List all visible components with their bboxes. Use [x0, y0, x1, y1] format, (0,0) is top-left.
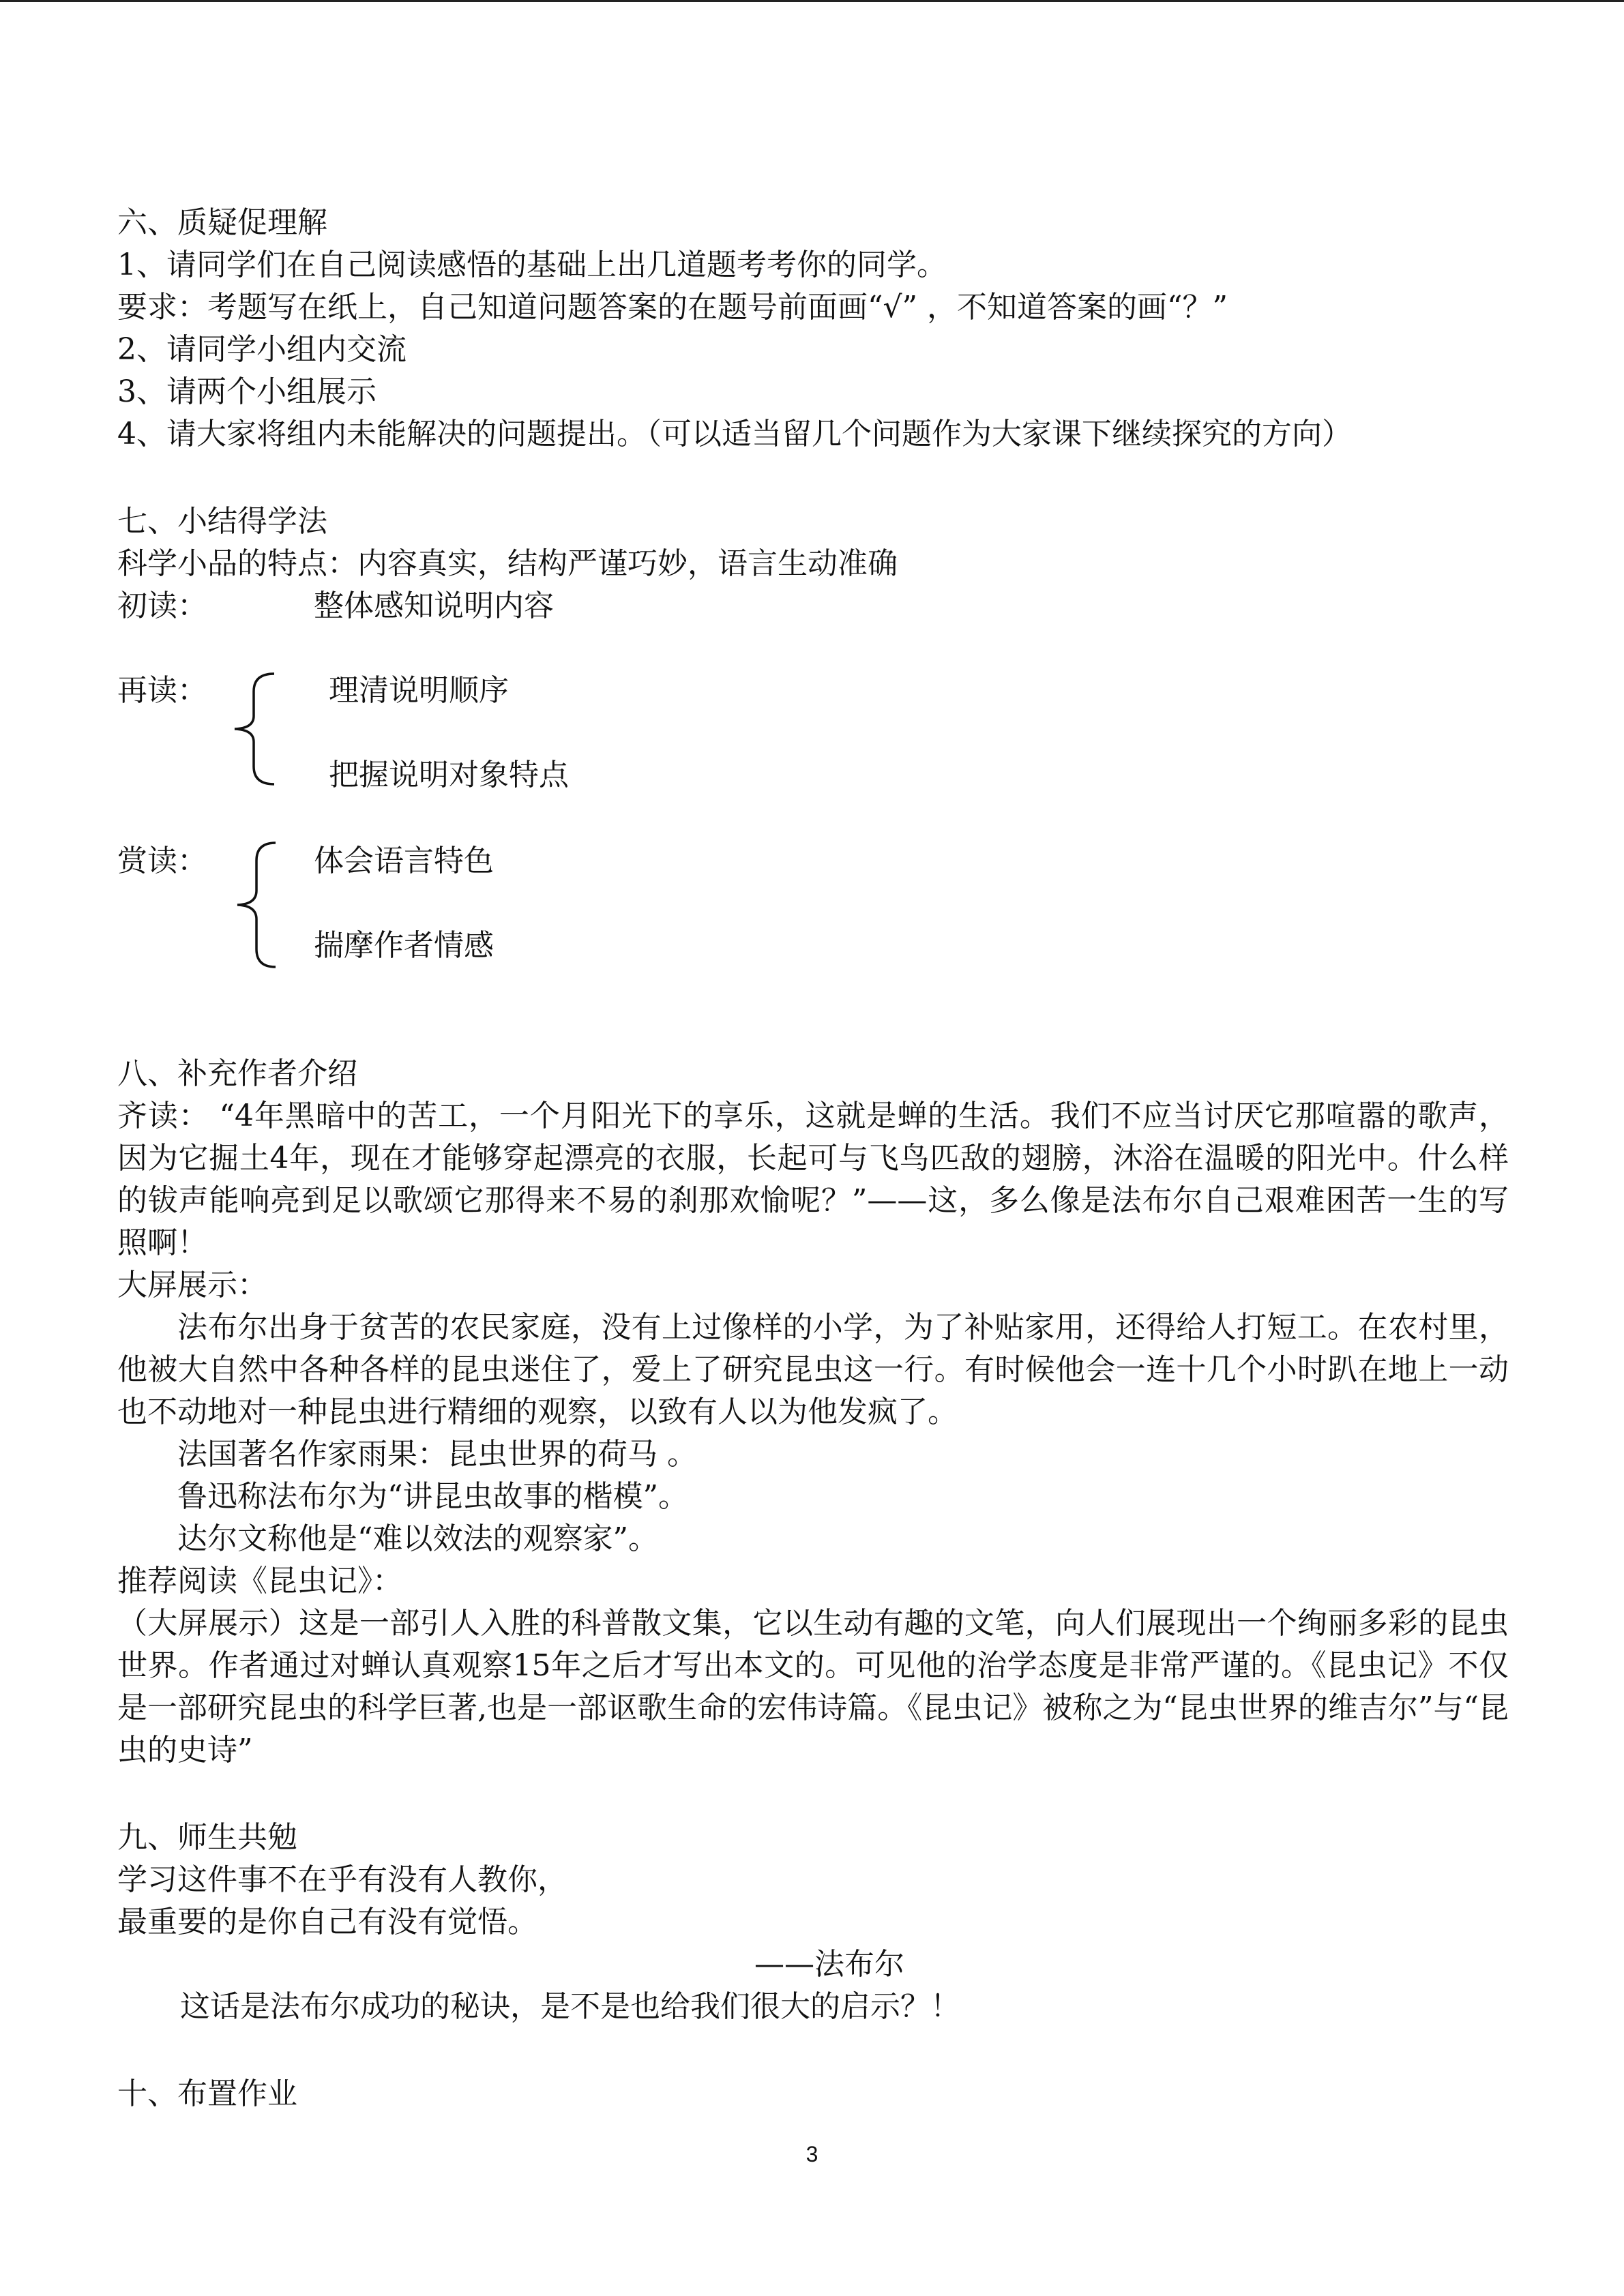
first-read-value: 整体感知说明内容	[314, 588, 554, 623]
section7-summary: 科学小品的特点：内容真实，结构严谨巧妙，语言生动准确	[117, 546, 898, 581]
reread-brace	[229, 671, 259, 787]
appreciate-item-1: 体会语言特色	[314, 844, 494, 878]
screen-paragraph: 法布尔出身于贫苦的农民家庭，没有上过像样的小学，为了补贴家用，还得给人打短工。在农村里，他被大自然中各种各样的昆虫迷住了，爱上了研究昆虫这一行。有时候他会一连十几个小时趴在地上一动也不动地对一种昆虫进行精细的观察，以致有人以为他发疯了。	[117, 1310, 1509, 1429]
reread-label: 再读：	[117, 673, 207, 708]
section8-qidu	[117, 1095, 1509, 1264]
appreciate-label: 赏读：	[117, 844, 207, 878]
motto-line-1: 学习这件事不在乎有没有人教你，	[117, 1862, 567, 1897]
section6-heading: 六、质疑促理解	[117, 205, 327, 240]
motto-attribution: ——法布尔	[754, 1947, 904, 1982]
appreciate-item-2: 揣摩作者情感	[314, 928, 494, 963]
motto-line-2: 最重要的是你自己有没有觉悟。	[117, 1905, 537, 1939]
section8-recommend	[117, 1602, 1509, 1772]
section6-line-2: 要求：考题写在纸上，自己知道问题答案的在题号前面画“√” ，不知道答案的画“？”	[117, 290, 1228, 325]
section8-heading: 八、补充作者介绍	[117, 1056, 357, 1091]
section6-line-1: 1、请同学们在自己阅读感悟的基础上出几道题考考你的同学。	[117, 248, 947, 282]
section6-line-4: 3、请两个小组展示	[117, 374, 377, 409]
recommend-paragraph: （大屏展示）这是一部引人入胜的科普散文集，它以生动有趣的文笔，向人们展现出一个绚丽多彩的昆虫世界。作者通过对蝉认真观察15年之后才写出本文的。可见他的治学态度是非常严谨的。《昆虫记》不仅是一部研究昆虫的科学巨著,也是一部讴歌生命的宏伟诗篇。《昆虫记》被称之为“昆虫世界的维吉尔”与“昆虫的史诗”	[117, 1606, 1509, 1768]
screen-label: 大屏展示：	[117, 1268, 267, 1302]
section6-line-5: 4、请大家将组内未能解决的问题提出。（可以适当留几个问题作为大家课下继续探究的方向）	[117, 417, 1352, 451]
qidu-paragraph: 齐读： “4年黑暗中的苦工，一个月阳光下的享乐，这就是蝉的生活。我们不应当讨厌它那喧嚣的歌声，因为它掘土4年，现在才能够穿起漂亮的衣服，长起可与飞鸟匹敌的翅膀，沐浴在温暖的阳光中。什么样的钹声能响亮到足以歌颂它那得来不易的刹那欢愉呢？”——这，多么像是法布尔自己艰难困苦一生的写照啊！	[117, 1099, 1509, 1260]
quote-hugo: 法国著名作家雨果：昆虫世界的荷马 。	[177, 1437, 697, 1472]
section9-heading: 九、师生共勉	[117, 1820, 297, 1855]
recommend-label: 推荐阅读《昆虫记》：	[117, 1564, 402, 1598]
section7-heading: 七、小结得学法	[117, 504, 327, 539]
first-read-label: 初读：	[117, 588, 207, 623]
page-number: 3	[806, 2142, 818, 2166]
reread-item-1: 理清说明顺序	[329, 673, 509, 708]
motto-comment: 这话是法布尔成功的秘诀，是不是也给我们很大的启示？！	[180, 1989, 960, 2024]
reread-item-2: 把握说明对象特点	[329, 758, 569, 792]
appreciate-brace	[232, 840, 262, 970]
quote-darwin: 达尔文称他是“难以效法的观察家”。	[177, 1521, 658, 1556]
section8-screen	[117, 1307, 1509, 1433]
quote-luxun: 鲁迅称法布尔为“讲昆虫故事的楷模”。	[177, 1479, 688, 1514]
top-border	[0, 0, 1624, 2]
section10-heading: 十、布置作业	[117, 2076, 297, 2111]
section6-line-3: 2、请同学小组内交流	[117, 332, 407, 367]
